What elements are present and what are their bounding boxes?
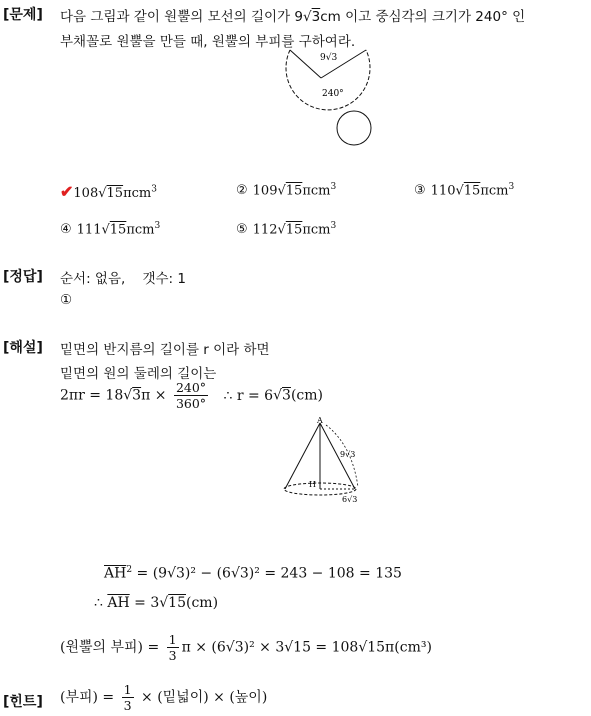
- answer-line-2: ①: [60, 292, 73, 308]
- cone-figure: [280, 415, 380, 510]
- choice-1[interactable]: ✔108√15πcm$^3$: [60, 182, 157, 201]
- radius-label: 6√3: [342, 495, 358, 504]
- sector-figure: [270, 40, 382, 150]
- explanation-volume: (원뿔의 부피) = $\frac{1}{3}$ π × (6√3)² × 3√15 = 108√15π(cm³): [60, 632, 432, 663]
- explanation-eq-1: 2πr = 18√3π × $\frac{240^\circ}{360^\circ}$ ∴ r = 6√3(cm): [60, 380, 323, 411]
- explanation-eq-3: ∴ $\overline{AH} = 3√15(cm)$: [94, 595, 219, 611]
- sector-angle-label: 240°: [322, 89, 344, 99]
- explanation-line-2: 밑면의 원의 둘레의 길이는: [60, 366, 217, 382]
- answer-label: [정답]: [3, 269, 43, 285]
- choice-4[interactable]: ④ 111√15πcm$^3$: [60, 221, 161, 238]
- explanation-label: [해설]: [3, 340, 43, 356]
- sector-slant-label: 9√3: [320, 53, 338, 63]
- problem-line-1: 다음 그림과 같이 원뿔의 모선의 길이가 9√3cm 이고 중심각의 크기가 240° 인: [60, 9, 526, 25]
- problem-label: [문제]: [3, 7, 43, 23]
- problem-line-2: 부채꼴로 원뿔을 만들 때, 원뿔의 부피를 구하여라.: [60, 34, 356, 50]
- answer-line-1: 순서: 없음, 갯수: 1: [60, 271, 186, 287]
- check-icon: ✔: [60, 182, 74, 201]
- slant-label: 9√3: [340, 450, 356, 459]
- hint-line: (부피) = $\frac{1}{3}$ × (밑넓이) × (높이): [60, 682, 268, 713]
- explanation-eq-2: $\overline{AH}^2 = (9√3)^2 - (6√3)^2 = 243 - 108 = 135$: [104, 565, 402, 582]
- choice-3[interactable]: ③ 110√15πcm$^3$: [414, 182, 515, 199]
- explanation-line-1: 밑면의 반지름의 길이를 r 이라 하면: [60, 342, 270, 358]
- choice-5[interactable]: ⑤ 112√15πcm$^3$: [236, 221, 337, 238]
- vertex-a-label: A: [317, 416, 323, 425]
- base-circle: [337, 111, 371, 145]
- sector-edge-left: [290, 50, 321, 78]
- choice-2[interactable]: ② 109√15πcm$^3$: [236, 182, 337, 199]
- hint-label: [힌트]: [3, 694, 43, 710]
- foot-h-label: H: [309, 480, 316, 489]
